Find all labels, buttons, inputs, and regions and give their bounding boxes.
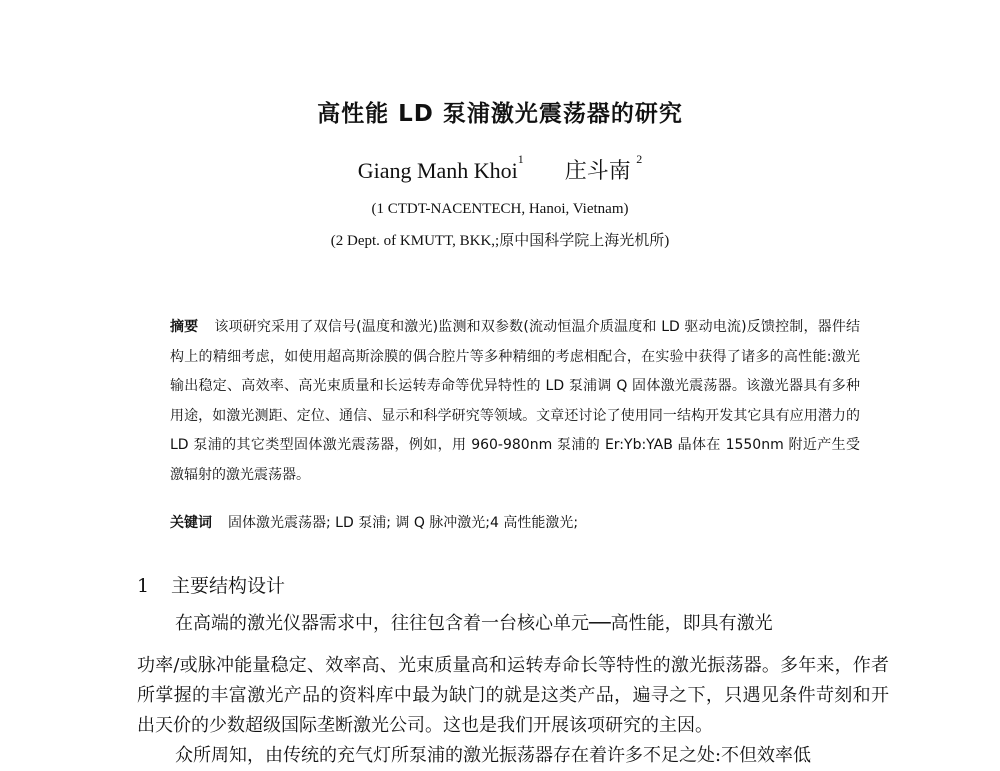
affiliation-2: (2 Dept. of KMUTT, BKK,;原中国科学院上海光机所) <box>330 233 670 249</box>
keywords-text: 固体激光震荡器; LD 泵浦; 调 Q 脉冲激光;4 高性能激光; <box>228 515 579 531</box>
body-paragraph-1-continued: 功率/或脉冲能量稳定、效率高、光束质量高和运转寿命长等特性的激光振荡器。多年来，作者所掌握的丰富激光产品的资料库中最为缺门的就是这类产品，遍寻之下，只遇见条件苛刻和开出天价的少数超级国际垄断激光公司。这也是我们开展该项研究的主因。 <box>137 655 889 736</box>
body-paragraph-1-first-line: 在高端的激光仪器需求中，往往包含着一台核心单元──高性能，即具有激光 <box>175 613 773 634</box>
author-name-2: 庄斗南 <box>564 158 631 183</box>
body-paragraph-2: 众所周知，由传统的充气灯所泵浦的激光振荡器存在着许多不足之处:不但效率低 <box>175 745 812 766</box>
author-mark-1: 1 <box>517 152 524 166</box>
keywords-label: 关键词 <box>170 515 212 531</box>
abstract-label: 摘要 <box>170 319 199 335</box>
author-line <box>0 154 1000 185</box>
section-title: 主要结构设计 <box>171 575 286 597</box>
author-mark-2: 2 <box>636 152 643 166</box>
section-number: 1 <box>137 575 150 597</box>
author-name-1: Giang Manh Khoi <box>357 158 518 183</box>
keywords-block <box>170 509 860 539</box>
body-text <box>137 609 889 771</box>
section-heading <box>137 571 285 598</box>
affiliation-1: (1 CTDT-NACENTECH, Hanoi, Vietnam) <box>371 201 629 217</box>
paper-title: 高性能 LD 泵浦激光震荡器的研究 <box>317 101 683 127</box>
abstract-text: 该项研究采用了双信号(温度和激光)监测和双参数(流动恒温介质温度和 LD 驱动电流)反馈控制，器件结构上的精细考虑，如使用超高斯涂膜的偶合腔片等多种精细的考虑相配合，在实验中获得了诸多的高性能:激光输出稳定、高效率、高光束质量和长运转寿命等优异特性的 LD 泵浦调 Q 固体激光震荡器。该激光器具有多种用途，如激光测距、定位、通信、显示和科学研究等领域。文章还讨论了使用同一结构开发其它具有应用潜力的 LD 泵浦的其它类型固体激光震荡器，例如，用 960-980nm 泵浦的 Er:Yb:YAB 晶体在 1550nm 附近产生受激辐射的激光震荡器。 <box>170 319 861 483</box>
abstract-block <box>170 313 860 490</box>
abstract-paragraph <box>170 313 860 490</box>
